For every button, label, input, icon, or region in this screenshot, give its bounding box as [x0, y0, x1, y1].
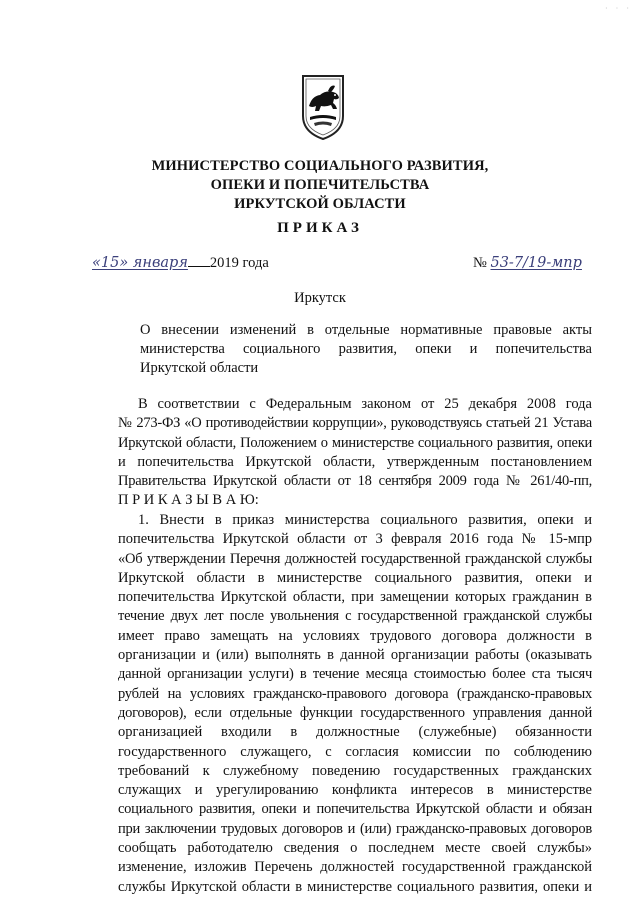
ministry-line: МИНИСТЕРСТВО СОЦИАЛЬНОГО РАЗВИТИЯ, [151, 158, 489, 174]
item-line: имеет право замещать на условиях трудового договора должности в [118, 627, 592, 644]
item-line: организацией входили в должностные (служебные) обязанности [118, 724, 592, 741]
item-line: «Об утверждении Перечня должностей государственной гражданской службы [118, 550, 592, 567]
ministry-header [120, 157, 520, 214]
handwritten-date: «15» января [92, 255, 188, 271]
item-line: организации и (или) выполнять в данной организации работы (оказывать [118, 647, 592, 664]
item-line: изменение, изложив Перечень должностей государственной гражданской [118, 859, 592, 876]
number-prefix: № [473, 255, 487, 271]
item-line: Иркутской области в министерстве социального развития, опеки и [118, 569, 592, 586]
preamble-line: и попечительства Иркутской области, утвержденным постановлением [118, 453, 592, 470]
ministry-line: ИРКУТСКОЙ ОБЛАСТИ [234, 196, 406, 212]
preamble-line: Иркутской области, Положением о министерстве социального развития, опеки [118, 434, 592, 451]
order-title: ПРИКАЗ [277, 220, 363, 236]
item-line: попечительства Иркутской области, при замещении которых гражданин в [118, 589, 592, 606]
scan-artifact: · · · [605, 4, 632, 13]
item-line: рублей на условиях гражданско-правового договора (гражданско-правовых [118, 685, 592, 702]
item-line: 1. Внести в приказ министерства социального развития, опеки и [138, 512, 592, 528]
order-item-1 [118, 511, 592, 897]
item-line: данной организации услуги) в течение месяца стоимостью более ста тысяч [118, 666, 592, 683]
order-directive: П Р И К А З Ы В А Ю: [118, 492, 259, 509]
item-line: государственного служащего, с согласия комиссии по соблюдению [118, 743, 592, 760]
order-year: 2019 года [209, 255, 269, 271]
order-subject [140, 321, 592, 378]
subject-line: О внесении изменений в отдельные нормативные правовые акты [140, 322, 592, 338]
preamble [118, 395, 592, 511]
order-date [92, 255, 269, 272]
item-line: требований к служебному поведению государственных гражданских [118, 762, 592, 779]
subject-line: министерства социального развития, опеки и попечительства [140, 341, 592, 357]
item-line: социального развития, опеки и попечительства Иркутской области и обязан [118, 801, 592, 818]
preamble-line: Правительства Иркутской области от 18 сентября 2009 года № 261/40-пп, [118, 473, 592, 490]
item-line: сообщать работодателю сведения о последнем месте своей службы» [118, 840, 592, 857]
preamble-line: № 273-ФЗ «О противодействии коррупции», руководствуясь статьей 21 Устава [118, 415, 592, 432]
ministry-line: ОПЕКИ И ПОПЕЧИТЕЛЬСТВА [210, 177, 430, 193]
order-number [473, 255, 582, 272]
preamble-line: В соответствии с Федеральным законом от 25 декабря 2008 года [138, 396, 592, 412]
handwritten-number: 53-7/19-мпр [490, 255, 582, 271]
item-line: течение двух лет после увольнения с государственной гражданской службы [118, 608, 592, 625]
item-line: договоров), если отдельные функции государственного управления данной [118, 704, 592, 721]
item-line: служащих и урегулированию конфликта интересов в министерстве [118, 782, 592, 799]
city: Иркутск [294, 290, 346, 306]
item-line: службы Иркутской области в министерстве социального развития, опеки и [118, 878, 592, 895]
date-underline [188, 256, 210, 267]
subject-line: Иркутской области [140, 360, 259, 376]
item-line: попечительства Иркутской области от 3 февраля 2016 года № 15-мпр [118, 531, 592, 548]
item-line: при заключении трудовых договоров и (или) гражданско-правовых договоров [118, 820, 592, 837]
irkutsk-coat-of-arms-icon [300, 72, 346, 142]
